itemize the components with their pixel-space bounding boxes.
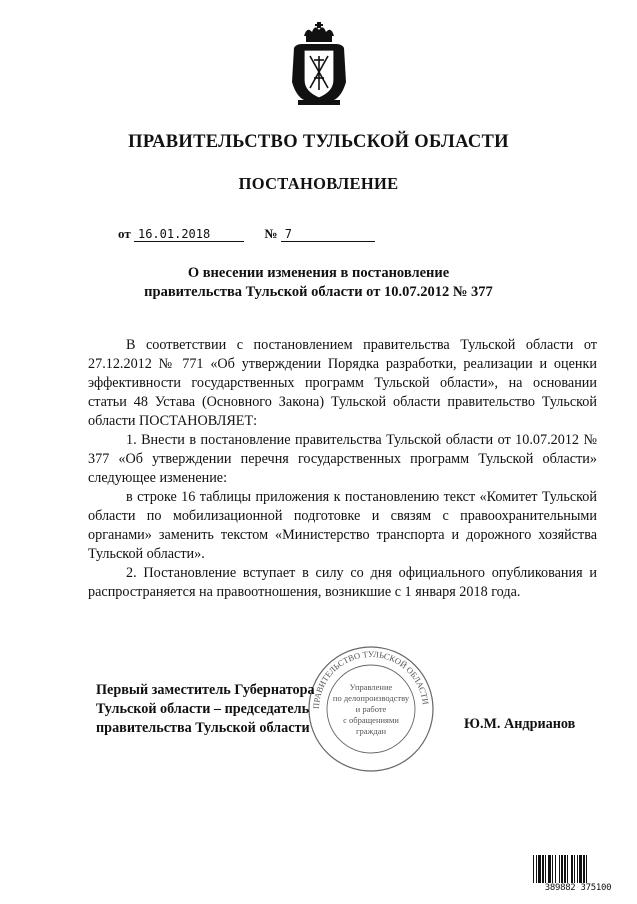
signatory-position	[96, 681, 315, 738]
tula-coat-of-arms-icon	[290, 22, 348, 106]
stamp-line: граждан	[355, 726, 387, 736]
signatory-position-line: правительства Тульской области	[96, 720, 310, 736]
subject-line: правительства Тульской области от 10.07.2012 № 377	[144, 284, 493, 300]
subject-line: О внесении изменения в постановление	[187, 265, 450, 281]
body-paragraph: в строке 16 таблицы приложения к постановлению текст «Комитет Тульской области по мобилизационной подготовке и связям с правоохранительными органами» заменить текстом «Министерство транспорта и дорожного хозяйства Тульской области».	[88, 489, 597, 562]
body-paragraph: 2. Постановление вступает в силу со дня официального опубликования и распространяется на правоотношения, возникшие с 1 января 2018 года.	[88, 565, 597, 600]
stamp-line: и работе	[355, 704, 387, 714]
official-stamp	[306, 644, 436, 774]
stamp-line: по делопроизводству	[332, 693, 410, 703]
barcode-number: 389882 375100	[532, 883, 624, 893]
stamp-line: с обращениями	[343, 715, 399, 725]
body-paragraph: В соответствии с постановлением правительства Тульской области от 27.12.2012 № 771 «Об утверждении Порядка разработки, реализации и оценки эффективности государственных программ Тульской области», на основании статьи 48 Устава (Основного Закона) Тульской области правительство Тульской области ПОСТАНОВЛЯЕТ:	[88, 337, 597, 429]
org-title: ПРАВИТЕЛЬСТВО ТУЛЬСКОЙ ОБЛАСТИ	[128, 132, 509, 152]
subject-heading	[0, 264, 637, 302]
signatory-name: Ю.М. Андрианов	[464, 716, 576, 732]
date-number-row	[118, 226, 375, 242]
number-label: №	[264, 226, 278, 241]
signatory-position-line: Первый заместитель Губернатора	[96, 682, 315, 698]
stamp-ring-text: ПРАВИТЕЛЬСТВО ТУЛЬСКОЙ ОБЛАСТИ	[310, 648, 431, 710]
barcode-bars-icon	[532, 855, 624, 885]
body-text	[88, 336, 597, 602]
date-value: 16.01.2018	[134, 227, 244, 242]
doc-type-heading: ПОСТАНОВЛЕНИЕ	[238, 174, 399, 193]
date-label: от	[118, 226, 131, 241]
barcode	[532, 855, 624, 895]
body-paragraph: 1. Внести в постановление правительства Тульской области от 10.07.2012 № 377 «Об утверждении перечня государственных программ Тульской области» следующее изменение:	[88, 432, 597, 486]
stamp-line: Управление	[349, 682, 393, 692]
signatory-position-line: Тульской области – председатель	[96, 701, 310, 717]
number-value: 7	[281, 227, 375, 242]
